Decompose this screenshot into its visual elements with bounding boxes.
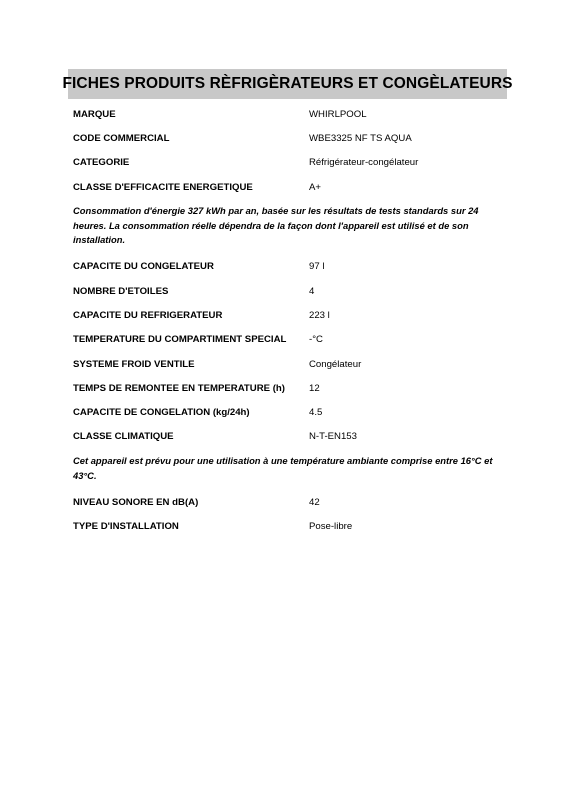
product-sheet — [62, 69, 513, 539]
spec-row-capacite-congelateur — [68, 255, 507, 279]
spec-value: Pose-libre — [309, 521, 353, 532]
spec-label: CAPACITE DE CONGELATION (kg/24h) — [73, 407, 250, 419]
spec-row-categorie — [68, 151, 507, 175]
spec-row-code-commercial — [68, 126, 507, 150]
spec-row-temps-remontee — [68, 376, 507, 400]
spec-value: 97 l — [309, 261, 325, 273]
spec-row-nombre-etoiles — [68, 279, 507, 303]
spec-label: TEMPS DE REMONTEE EN TEMPERATURE (h) — [73, 382, 285, 394]
spec-label: CLASSE D'EFFICACITE ENERGETIQUE — [73, 181, 253, 193]
climate-note: Cet appareil est prévu pour une utilisation à une température ambiante comprise entre 16°C et 43°C. — [73, 455, 493, 481]
spec-label: MARQUE — [73, 108, 116, 120]
sheet-title-bar — [62, 69, 513, 99]
spec-value: N-T-EN153 — [309, 431, 357, 443]
spec-label: SYSTEME FROID VENTILE — [73, 358, 195, 370]
spec-label: TEMPERATURE DU COMPARTIMENT SPECIAL — [73, 334, 287, 346]
spec-value: WHIRLPOOL — [309, 108, 367, 120]
spec-row-classe-climatique — [68, 425, 507, 449]
spec-row-classe-energetique — [68, 175, 507, 199]
spec-row-capacite-refrigerateur — [68, 303, 507, 327]
spec-value: Congélateur — [309, 358, 362, 370]
spec-row-temperature-compartiment — [68, 328, 507, 352]
spec-label: NIVEAU SONORE EN dB(A) — [73, 496, 199, 508]
spec-value: -°C — [309, 334, 323, 346]
spec-row-marque — [68, 102, 507, 126]
sheet-title: FICHES PRODUITS RÈFRIGÈRATEURS ET CONGÈLATEURS — [62, 75, 513, 92]
spec-row-systeme-froid — [68, 352, 507, 376]
spec-value: 12 — [309, 382, 320, 394]
spec-value: A+ — [309, 181, 322, 193]
spec-row-type-installation — [68, 514, 507, 538]
spec-value: 223 l — [309, 309, 330, 321]
spec-label: NOMBRE D'ETOILES — [73, 285, 169, 297]
spec-value: 4.5 — [309, 407, 323, 419]
spec-label: TYPE D'INSTALLATION — [73, 521, 179, 532]
spec-value: 42 — [309, 496, 320, 508]
spec-table — [68, 102, 507, 539]
spec-label: CODE COMMERCIAL — [73, 132, 170, 144]
spec-label: CLASSE CLIMATIQUE — [73, 431, 174, 443]
energy-consumption-note: Consommation d'énergie 327 kWh par an, basée sur les résultats de tests standards sur 24 heures. La consommation réelle dépendra de la façon dont l'appareil est utilisé et de son installation. — [73, 205, 479, 246]
spec-row-capacite-congelation — [68, 400, 507, 424]
spec-value: 4 — [309, 285, 315, 297]
spec-value: WBE3325 NF TS AQUA — [309, 132, 412, 144]
spec-label: CAPACITE DU CONGELATEUR — [73, 261, 214, 273]
spec-label: CATEGORIE — [73, 157, 130, 169]
spec-value: Réfrigérateur-congélateur — [309, 157, 419, 169]
spec-label: CAPACITE DU REFRIGERATEUR — [73, 309, 223, 321]
spec-row-niveau-sonore — [68, 490, 507, 514]
